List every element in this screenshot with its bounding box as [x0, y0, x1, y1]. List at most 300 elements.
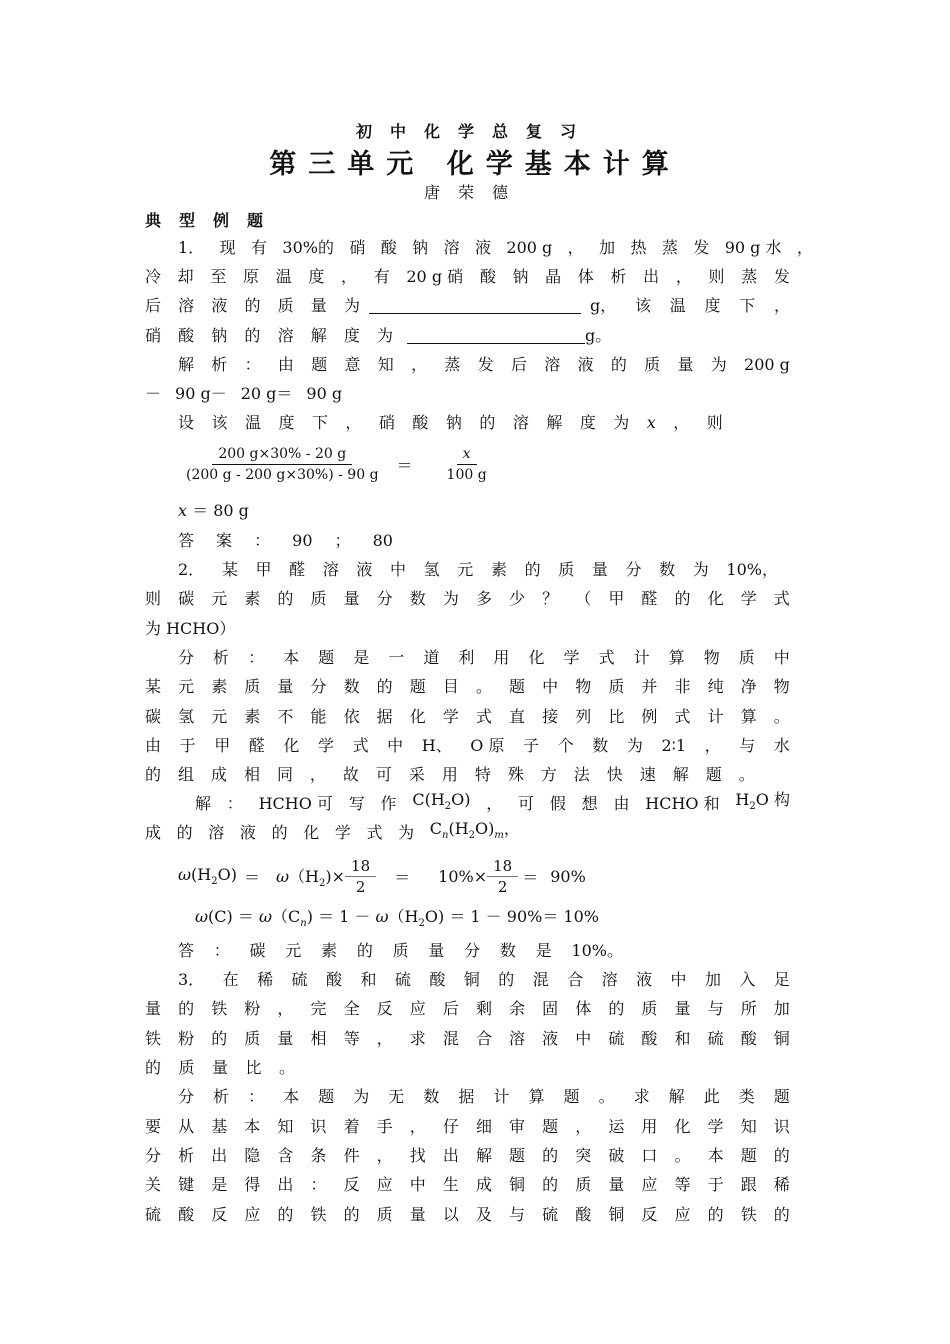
text-token: 解 — [195, 794, 212, 813]
q3-analysis-5 — [145, 1203, 790, 1227]
text-token: 不 — [277, 707, 294, 726]
text-token: 与 — [739, 736, 756, 755]
text-token: 分 — [376, 589, 393, 608]
q1-blank-1 — [369, 299, 581, 314]
text-token: 蒸 — [444, 355, 461, 374]
ten-percent-times: 10%× — [438, 867, 488, 886]
text-token: 。 — [598, 1087, 615, 1106]
text-token: 题 — [318, 648, 335, 667]
text-token: 本 — [283, 1087, 300, 1106]
text-token: － — [145, 384, 162, 403]
text-token: 学 — [563, 648, 580, 667]
text-token: 90 — [292, 531, 313, 550]
text-token: 某 — [145, 677, 162, 696]
text-token: 完 — [310, 999, 327, 1018]
text-token: 90 g 水 — [724, 238, 782, 257]
fraction-18-2: $\frac{18}{2}$ — [487, 856, 518, 897]
text-token: 于 — [707, 1175, 724, 1194]
text-token: 的 — [773, 1205, 790, 1224]
text-token: 则 — [706, 413, 723, 432]
text-token: 据 — [376, 707, 393, 726]
text-token: 固 — [542, 999, 559, 1018]
text-token: 净 — [740, 677, 757, 696]
text-token: 全 — [343, 999, 360, 1018]
text-token: g， — [590, 296, 617, 315]
text-token: 化 — [528, 648, 545, 667]
text-token: 3． — [178, 970, 205, 989]
text-token: 用 — [441, 765, 458, 784]
text-token: 体 — [575, 999, 592, 1018]
text-token: 方 — [540, 765, 557, 784]
text-token: 成 — [145, 823, 162, 842]
text-token: 数 — [343, 677, 360, 696]
text-token: 硝 — [145, 326, 162, 345]
text-token: 加 — [599, 238, 616, 257]
text-token: 相 — [243, 765, 260, 784]
text-token: 中 — [773, 648, 790, 667]
text-token: 质 — [558, 560, 575, 579]
text-token: 钠 — [512, 267, 529, 286]
text-token: 原 — [243, 267, 260, 286]
text-token: 算 — [740, 707, 757, 726]
q2-analysis-3 — [145, 705, 790, 729]
text-token: 铜 — [608, 1205, 625, 1224]
text-token: 分 — [464, 941, 481, 960]
text-token: 碳 — [249, 941, 266, 960]
text-token: 学 — [442, 707, 459, 726]
text-token: 识 — [773, 1117, 790, 1136]
q3-analysis-3 — [145, 1144, 790, 1168]
text-token: ： — [248, 1087, 265, 1106]
text-token: 氢 — [178, 707, 195, 726]
text-token: 仔 — [442, 1117, 459, 1136]
text-token: 式 — [674, 707, 691, 726]
q1-blank-2 — [407, 329, 585, 344]
text-token: 想 — [581, 794, 598, 813]
text-token: 酸 — [178, 326, 195, 345]
q2-answer — [178, 939, 623, 963]
text-token: ， — [411, 355, 428, 374]
text-token: 液 — [542, 1029, 559, 1048]
text-token: 甲 — [255, 560, 272, 579]
result-90: 90% — [550, 867, 586, 886]
text-token: 关 — [145, 1175, 162, 1194]
text-token: 质 — [244, 677, 261, 696]
text-token: 成 — [210, 765, 227, 784]
text-token: 液 — [577, 355, 594, 374]
text-token: 键 — [178, 1175, 195, 1194]
text-token: 解 — [672, 765, 689, 784]
text-token: ， — [376, 1146, 393, 1165]
text-token: 酸 — [575, 1205, 592, 1224]
text-token: x — [646, 413, 656, 432]
text-token: 快 — [606, 765, 623, 784]
text-token: 得 — [244, 1175, 261, 1194]
text-token: 中 — [670, 970, 687, 989]
text-token: 冷 — [145, 267, 162, 286]
text-token: 与 — [509, 1205, 526, 1224]
text-token: 应 — [641, 1175, 658, 1194]
text-token: 题 — [509, 1146, 526, 1165]
text-token: 此 — [703, 1087, 720, 1106]
text-token: 合 — [475, 1029, 492, 1048]
text-token: 量 — [343, 589, 360, 608]
text-token: 元 — [285, 941, 302, 960]
frac-denominator: 100 g — [446, 467, 487, 483]
text-token: HCHO 和 — [645, 794, 720, 813]
text-token: 找 — [409, 1146, 426, 1165]
text-token: 硫 — [707, 1029, 724, 1048]
text-token: 是 — [211, 1175, 228, 1194]
text-token: 式 — [366, 823, 383, 842]
text-token: $C(H_2O)$ — [412, 790, 471, 813]
text-token: 解 — [546, 413, 563, 432]
text-token: 质 — [277, 296, 294, 315]
text-token: 利 — [458, 648, 475, 667]
text-token: 比 — [608, 707, 625, 726]
q1-answer — [178, 529, 393, 553]
text-token: 数 — [499, 941, 516, 960]
text-token: 数 — [659, 560, 676, 579]
text-token: 作 — [380, 794, 397, 813]
text-token: 假 — [549, 794, 566, 813]
text-token: ， — [376, 1029, 393, 1048]
text-token: ， — [567, 238, 584, 257]
text-token: 化 — [707, 589, 724, 608]
text-token: 的 — [277, 589, 294, 608]
text-token: 。 — [738, 765, 755, 784]
q3-line1 — [178, 968, 790, 992]
text-token: 题 — [318, 1087, 335, 1106]
text-token: 体 — [577, 267, 594, 286]
text-token: 分 — [178, 1087, 195, 1106]
text-token: 的 — [707, 1205, 724, 1224]
text-token: 直 — [509, 707, 526, 726]
text-token: 温 — [244, 413, 261, 432]
text-token: 粉 — [178, 1029, 195, 1048]
text-token: 则 — [145, 589, 162, 608]
text-token: 酸 — [740, 1029, 757, 1048]
text-token: 该 — [211, 413, 228, 432]
text-token: 铁 — [310, 1205, 327, 1224]
text-token: 晶 — [545, 267, 562, 286]
text-token: 可 — [518, 794, 535, 813]
text-token: 应 — [244, 1205, 261, 1224]
text-token: 本 — [244, 1117, 261, 1136]
text-token: 90 g — [306, 384, 343, 403]
text-token: ， — [341, 267, 358, 286]
text-token: 碳 — [145, 707, 162, 726]
q2-equation-1: $\omega(H_2O)$ ＝ $\omega(H_2)\times$ $\frac{18}{2}$ ＝ 10%× $\frac{18}{2}$ ＝ 90% — [178, 857, 586, 896]
text-token: ， — [675, 267, 692, 286]
text-token: 物 — [773, 677, 790, 696]
text-token: 应 — [674, 1205, 691, 1224]
omega-h2o: $\omega(H_2O)$ — [178, 865, 237, 888]
text-token: ： — [310, 1175, 327, 1194]
text-token: 分 — [310, 677, 327, 696]
text-token: 速 — [639, 765, 656, 784]
q1-line3-b — [590, 294, 790, 318]
q3-line3 — [145, 1027, 790, 1051]
course-title: 初中化学总复习 — [355, 122, 594, 141]
text-token: 组 — [177, 765, 194, 784]
text-token: 溶 — [208, 823, 225, 842]
text-token: 成 — [475, 1175, 492, 1194]
text-token: 知 — [377, 355, 394, 374]
text-token: 子 — [523, 736, 540, 755]
text-token: 剩 — [475, 999, 492, 1018]
section-heading: 典型例题 — [145, 211, 282, 230]
text-token: 的 — [524, 560, 541, 579]
text-token: 度 — [343, 326, 360, 345]
text-token: 素 — [244, 707, 261, 726]
text-token: 题 — [740, 1146, 757, 1165]
author: 唐荣德 — [423, 183, 526, 202]
q3-line4 — [145, 1056, 295, 1080]
text-token: 质 — [644, 355, 661, 374]
text-token: 个 — [557, 736, 574, 755]
text-token: 设 — [178, 413, 195, 432]
q1-solution-3 — [178, 411, 723, 435]
text-token: 酸 — [380, 238, 397, 257]
text-token: 酸 — [412, 413, 429, 432]
text-token: 后 — [145, 296, 162, 315]
text-token: 质 — [392, 941, 409, 960]
text-token: 200 g — [506, 238, 553, 257]
text-token: 甲 — [608, 589, 625, 608]
text-token: 故 — [342, 765, 359, 784]
q3-analysis-2 — [145, 1115, 790, 1139]
text-token: 口 — [641, 1146, 658, 1165]
text-token: 的 — [610, 355, 627, 374]
text-token: 化 — [283, 736, 300, 755]
text-token: ， — [704, 736, 721, 755]
q1-line1 — [178, 236, 813, 260]
text-token: 由 — [277, 355, 294, 374]
text-token: 素 — [244, 589, 261, 608]
q2-analysis-2 — [145, 675, 790, 699]
fraction-18-2: $\frac{18}{2}$ — [345, 856, 376, 897]
text-token: 计 — [707, 707, 724, 726]
text-token: 元 — [457, 560, 474, 579]
frac-denominator: (200 g - 200 g×30%) - 90 g — [186, 467, 379, 483]
text-token: 非 — [674, 677, 691, 696]
text-token: 度 — [579, 413, 596, 432]
text-token: 题 — [773, 1087, 790, 1106]
text-token: 同 — [276, 765, 293, 784]
text-token: 运 — [608, 1117, 625, 1136]
text-token: 为 — [710, 355, 727, 374]
text-token: 等 — [343, 1029, 360, 1048]
text-token: 和 — [360, 970, 377, 989]
text-token: 据 — [458, 1087, 475, 1106]
text-token: 液 — [474, 238, 491, 257]
text-token: ： — [248, 648, 265, 667]
text-token: 少 — [509, 589, 526, 608]
text-token: 下 — [739, 296, 756, 315]
text-token: 30%的 — [282, 238, 334, 257]
text-token: 多 — [475, 589, 492, 608]
q1-line4-b: g。 — [585, 326, 612, 345]
text-token: ； — [334, 531, 351, 550]
text-token: 质 — [178, 1058, 195, 1077]
text-token: 后 — [442, 999, 459, 1018]
text-token: 发 — [693, 238, 710, 257]
text-token: 求 — [409, 1029, 426, 1048]
q2-line3: 为 HCHO） — [145, 619, 236, 638]
text-token: 某 — [221, 560, 238, 579]
text-token: 写 — [348, 794, 365, 813]
text-token: 等 — [674, 1175, 691, 1194]
text-token: 溶 — [509, 1029, 526, 1048]
text-token: 量 — [310, 296, 327, 315]
text-token: 元 — [211, 707, 228, 726]
text-token: 的 — [271, 823, 288, 842]
text-token: 题 — [542, 1117, 559, 1136]
text-token: 出 — [442, 1146, 459, 1165]
equals-sign: ＝ — [396, 456, 413, 475]
text-token: 素 — [321, 941, 338, 960]
text-token: 分 — [145, 1146, 162, 1165]
text-token: 铜 — [463, 970, 480, 989]
text-token: 碳 — [178, 589, 195, 608]
text-token: 跟 — [740, 1175, 757, 1194]
text-token: 质 — [244, 1029, 261, 1048]
text-token: 醛 — [289, 560, 306, 579]
text-token: 意 — [344, 355, 361, 374]
text-token: 量 — [277, 1029, 294, 1048]
text-token: 算 — [528, 1087, 545, 1106]
text-token: 素 — [211, 677, 228, 696]
q1-equation — [180, 444, 493, 485]
text-token: 中 — [409, 1175, 426, 1194]
text-token: 量 — [409, 1205, 426, 1224]
q1-solution-1 — [178, 353, 790, 377]
text-token: 析 — [213, 648, 230, 667]
text-token: 的 — [542, 1175, 559, 1194]
text-token: 量 — [277, 677, 294, 696]
text-token: 量 — [591, 560, 608, 579]
text-token: 物 — [703, 648, 720, 667]
text-token: ： — [254, 531, 271, 550]
omega-h2-term: $\omega(H_2)\times$ — [276, 866, 346, 890]
text-token: 醛 — [641, 589, 658, 608]
text-token: 纯 — [707, 677, 724, 696]
text-token: ， — [345, 413, 362, 432]
text-token: 温 — [275, 267, 292, 286]
text-token: （ — [575, 589, 592, 608]
text-token: HCHO 可 — [258, 794, 333, 813]
text-token: 10%。 — [571, 941, 623, 960]
text-token: 特 — [474, 765, 491, 784]
text-token: ， — [277, 999, 294, 1018]
text-token: 的 — [376, 677, 393, 696]
text-token: 以 — [442, 1205, 459, 1224]
text-token: 答 — [178, 531, 195, 550]
text-token: 90 g－ — [175, 384, 227, 403]
text-token: 溶 — [277, 326, 294, 345]
text-token: 溶 — [178, 296, 195, 315]
text-token: 为 — [353, 1087, 370, 1106]
q2-solution-2 — [145, 821, 520, 845]
text-token: ， — [486, 794, 503, 813]
text-token: 细 — [475, 1117, 492, 1136]
text-token: 。 — [278, 1058, 295, 1077]
text-token: 数 — [423, 1087, 440, 1106]
text-token: 量 — [428, 941, 445, 960]
text-token: 混 — [532, 970, 549, 989]
text-token: 求 — [633, 1087, 650, 1106]
text-token: 出 — [211, 1146, 228, 1165]
text-token: ， — [575, 1117, 592, 1136]
text-token: 于 — [179, 736, 196, 755]
text-token: 入 — [739, 970, 756, 989]
text-token: 含 — [277, 1146, 294, 1165]
text-token: 。 — [674, 1146, 691, 1165]
text-token: 蒸 — [661, 238, 678, 257]
text-token: 为 — [343, 296, 360, 315]
text-token: 溶 — [322, 560, 339, 579]
text-token: 中 — [387, 736, 404, 755]
q1-fraction-right — [441, 444, 493, 485]
text-token: 量 — [677, 355, 694, 374]
text-token: 钠 — [412, 238, 429, 257]
text-token: 知 — [277, 1117, 294, 1136]
text-token: 能 — [310, 707, 327, 726]
text-token: ？ — [542, 589, 559, 608]
text-token: 基 — [211, 1117, 228, 1136]
text-token: 液 — [211, 296, 228, 315]
unit-title: 第三单元 化学基本计算 — [269, 149, 681, 180]
text-token: 量 — [608, 1175, 625, 1194]
text-token: 出 — [643, 267, 660, 286]
text-token: 质 — [376, 1205, 393, 1224]
text-token: 分 — [625, 560, 642, 579]
text-token: 依 — [343, 707, 360, 726]
text-token: 计 — [633, 648, 650, 667]
text-token: 的 — [356, 941, 373, 960]
text-token: 由 — [145, 736, 162, 755]
text-token: 溶 — [544, 355, 561, 374]
text-token: 2． — [178, 560, 205, 579]
q1-result: x ＝ 80 g — [178, 501, 249, 520]
text-token: 20 g 硝 — [406, 267, 464, 286]
text-token: 足 — [773, 970, 790, 989]
text-token: 的 — [244, 326, 261, 345]
text-token: 及 — [475, 1205, 492, 1224]
text-token: 液 — [356, 560, 373, 579]
text-token: 铁 — [211, 999, 228, 1018]
text-token: 并 — [641, 677, 658, 696]
text-token: 和 — [674, 1029, 691, 1048]
text-token: 加 — [773, 999, 790, 1018]
q2-solution-1 — [195, 792, 790, 816]
text-token: 酸 — [178, 1205, 195, 1224]
text-token: 为 — [442, 589, 459, 608]
text-token: 接 — [542, 707, 559, 726]
text-token: 为 — [692, 560, 709, 579]
text-token: 从 — [178, 1117, 195, 1136]
q1-line4-a — [145, 324, 393, 348]
text-token: 醛 — [248, 736, 265, 755]
q2-line1 — [178, 558, 778, 582]
text-token: 学 — [707, 1117, 724, 1136]
text-token: 10%， — [726, 560, 778, 579]
text-token: 度 — [308, 267, 325, 286]
text-token: 道 — [423, 648, 440, 667]
text-token: 出 — [277, 1175, 294, 1194]
text-token: 铁 — [740, 1205, 757, 1224]
